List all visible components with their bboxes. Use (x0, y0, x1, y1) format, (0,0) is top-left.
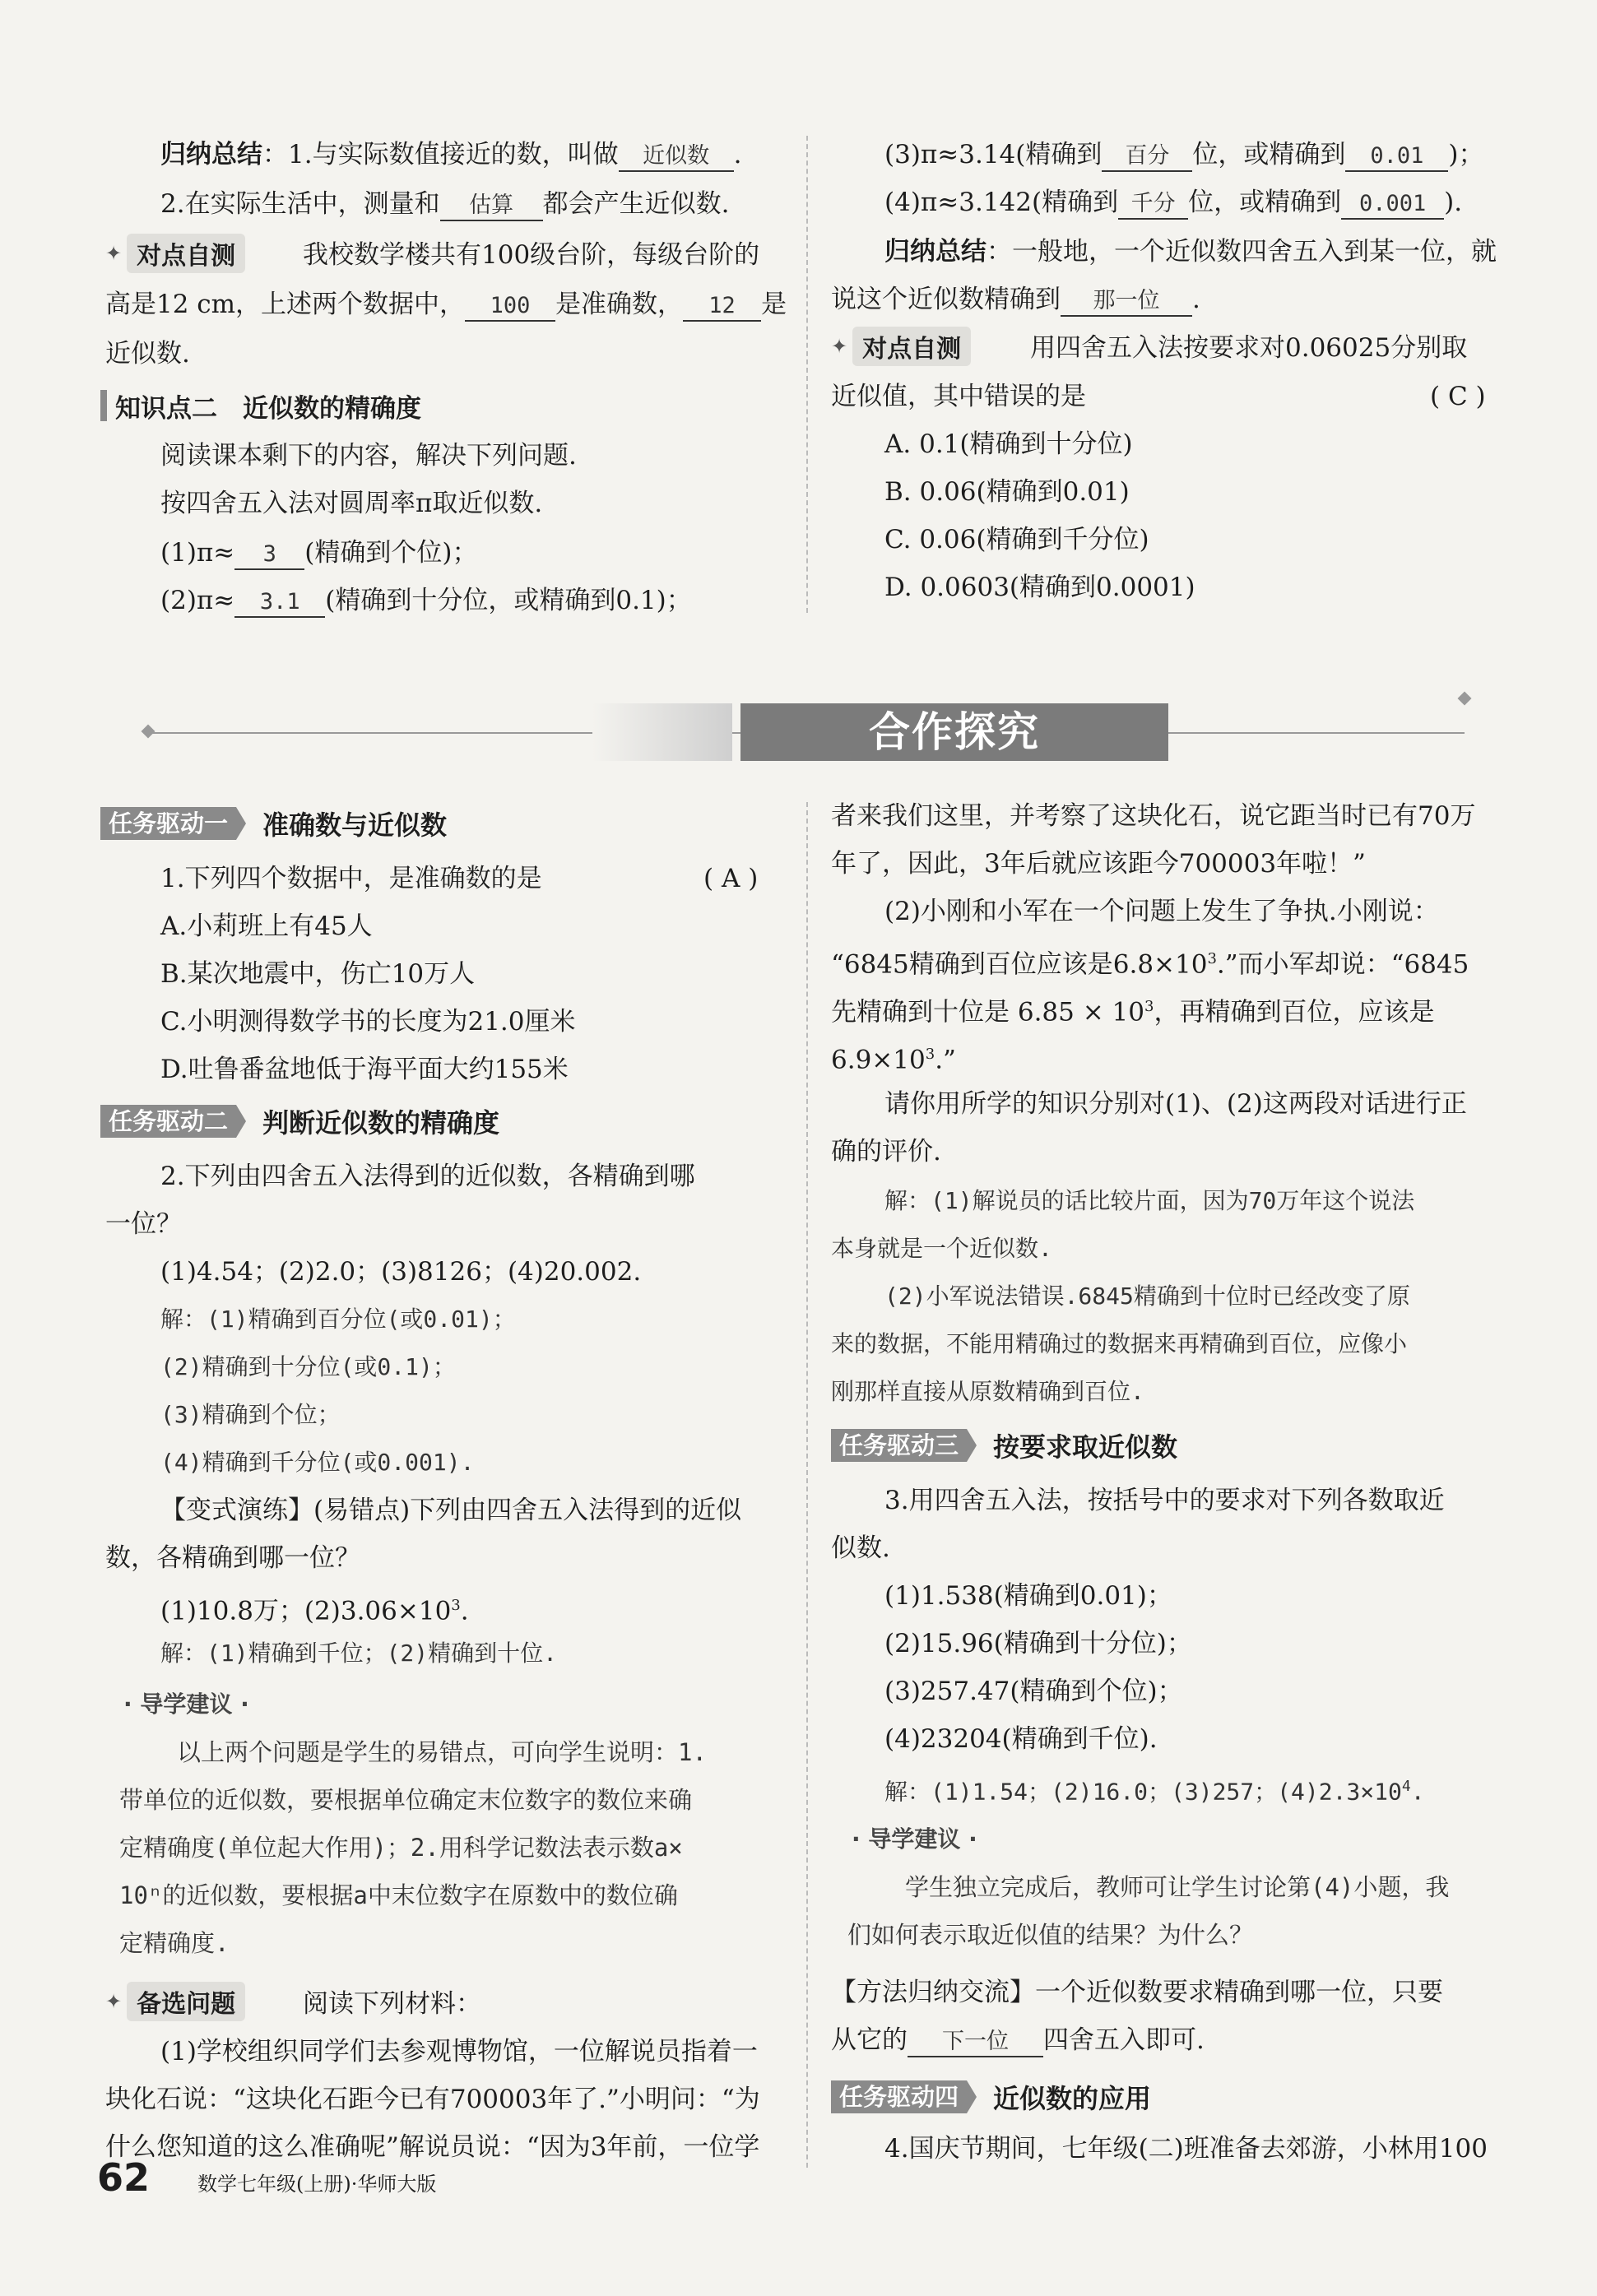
solution-line: 来的数据，不能用精确过的数据来再精确到百位，应像小 (831, 1330, 1408, 1357)
solution-line: (3)精确到个位； (160, 1401, 341, 1428)
column-divider (806, 802, 808, 2168)
self-test-line2: 近似值，其中错误的是 (831, 382, 1086, 411)
task-tag: 任务驱动一 (100, 807, 236, 840)
text: 先精确到十位是 6.85 × 10 (831, 997, 1145, 1027)
task1-header (100, 806, 447, 841)
punct: . (733, 140, 742, 169)
text: (1)π≈ (160, 538, 235, 568)
guide-text: 们如何表示取近似值的结果？为什么？ (847, 1921, 1254, 1949)
self-test-label: 对点自测 (127, 234, 245, 273)
text: . (1410, 1778, 1425, 1806)
summary-text: 都会产生近似数. (542, 189, 730, 219)
solution-line: 刚那样直接从原数精确到百位. (831, 1378, 1144, 1405)
page-number: 62 (97, 2155, 151, 2200)
material-line (831, 943, 1469, 981)
exponent: 3 (1144, 998, 1154, 1015)
summary-general-2 (831, 283, 1200, 317)
text: .” (935, 1045, 956, 1075)
text: ：一般地，一个近似数四舍五入到某一位，就 (987, 237, 1497, 267)
question-3-item: (4)23204(精确到千位). (884, 1724, 1158, 1754)
star-icon: ✦ (831, 335, 848, 358)
text: )； (1448, 140, 1484, 169)
guide-text: 带单位的近似数，要根据单位确定末位数字的数位来确 (119, 1786, 693, 1814)
summary-label: 归纳总结 (160, 140, 262, 169)
self-test-label: 对点自测 (852, 327, 971, 366)
answer-blank: 0.01 (1345, 142, 1448, 172)
text: 高是12 cm，上述两个数据中， (105, 290, 466, 319)
text: 位，或精确到 (1188, 188, 1342, 217)
guide-text: 定精确度. (119, 1929, 230, 1957)
task-tag: 任务驱动三 (831, 1429, 967, 1462)
text: “6845精确到百位应该是6.8×10 (831, 949, 1208, 980)
question-2-cont: 一位？ (105, 1209, 182, 1239)
question-3-item: (3)257.47(精确到个位)； (884, 1677, 1183, 1706)
task2-header (100, 1104, 499, 1139)
pi-4 (884, 186, 1462, 220)
answer-blank: 近似数 (619, 142, 734, 172)
pi-3 (884, 138, 1484, 172)
self-test-line2 (105, 288, 787, 322)
answer-blank: 12 (683, 292, 761, 322)
material-line: 年了，因此，3年后就应该距今700003年啦！” (831, 849, 1366, 879)
material-line: (1)学校组织同学们去参观博物馆，一位解说员指着一 (160, 2037, 758, 2066)
answer-blank: 那一位 (1061, 287, 1192, 317)
answer-choice: ( A ) (703, 864, 759, 893)
guide-text: 10ⁿ的近似数，要根据a中末位数字在原数中的数位确 (119, 1881, 678, 1909)
answer-blank: 3.1 (234, 588, 325, 618)
read-line: 阅读课本剩下的内容，解决下列问题. (160, 441, 577, 471)
question-3-item: (1)1.538(精确到0.01)； (884, 1581, 1172, 1611)
ask-line: 确的评价. (831, 1137, 941, 1167)
diamond-icon (142, 725, 156, 739)
book-title: 数学七年级(上册)·华师大版 (197, 2173, 437, 2196)
arrow-icon (967, 2080, 977, 2113)
method-summary-2 (831, 2024, 1205, 2057)
answer-blank: 3 (234, 540, 304, 570)
material-line (831, 1038, 956, 1076)
text: 6.9×10 (831, 1045, 926, 1075)
task3-header (831, 1428, 1177, 1463)
material-line: 什么您知道的这么准确呢”解说员说：“因为3年前，一位学 (105, 2132, 760, 2162)
variant-exercise: 【变式演练】(易错点)下列由四舍五入法得到的近似 (160, 1496, 742, 1525)
solution-line: (2)小军说法错误.6845精确到十位时已经改变了原 (884, 1283, 1410, 1310)
option-a: A.小莉班上有45人 (160, 911, 373, 941)
arrow-icon (236, 1105, 246, 1138)
answer-choice: ( C ) (1430, 382, 1486, 411)
variant-items (160, 1589, 469, 1627)
option-d: D. 0.0603(精确到0.0001) (884, 573, 1195, 602)
text: (精确到个位)； (304, 538, 478, 568)
material-line (831, 990, 1434, 1028)
text: ). (1444, 188, 1463, 217)
text: 位，或精确到 (1192, 140, 1346, 169)
banner-title: 合作探究 (740, 703, 1168, 761)
summary-label: 归纳总结 (884, 237, 987, 267)
text: .”而小军却说：“6845 (1216, 949, 1469, 980)
ask-line: 请你用所学的知识分别对(1)、(2)这两段对话进行正 (884, 1089, 1467, 1119)
solution-line: 解：(1)精确到百分位(或0.01)； (160, 1306, 516, 1333)
answer-blank: 100 (465, 292, 555, 322)
exponent: 3 (451, 1597, 461, 1614)
banner-shade (592, 703, 732, 761)
answer-blank: 下一位 (908, 2028, 1043, 2057)
exponent: 3 (925, 1046, 935, 1063)
text: (精确到十分位，或精确到0.1)； (325, 586, 692, 615)
self-test-line3: 近似数. (105, 339, 190, 369)
solution-line: (4)精确到千分位(或0.001). (160, 1449, 475, 1476)
solution-line: 解：(1)解说员的话比较片面，因为70万年这个说法 (884, 1187, 1415, 1214)
column-divider (806, 136, 808, 613)
arrow-icon (967, 1429, 977, 1462)
summary-1 (160, 138, 741, 172)
summary-general (884, 235, 1497, 268)
text: 是 (761, 290, 787, 319)
backup-pill (105, 1984, 245, 2019)
text: 说这个近似数精确到 (831, 285, 1061, 314)
question-3-cont: 似数. (831, 1533, 890, 1563)
pi-line: 按四舍五入法对圆周率π取近似数. (160, 489, 543, 518)
self-test-pill-2 (831, 329, 971, 364)
material-line: (2)小刚和小军在一个问题上发生了争执.小刚说： (884, 897, 1439, 926)
material-line: 者来我们这里，并考察了这块化石，说它距当时已有70万 (831, 801, 1476, 831)
task4-header (831, 2080, 1151, 2114)
option-c: C.小明测得数学书的长度为21.0厘米 (160, 1007, 576, 1037)
self-test-text: 我校数学楼共有100级台阶，每级台阶的 (303, 240, 760, 270)
question-3-item: (2)15.96(精确到十分位)； (884, 1629, 1192, 1658)
text: (1)10.8万；(2)3.06×10 (160, 1596, 452, 1626)
text: 从它的 (831, 2025, 908, 2055)
bar-icon (100, 390, 107, 421)
task-tag: 任务驱动四 (831, 2080, 967, 2113)
material-line: 块化石说：“这块化石距今已有700003年了.”小明问：“为 (105, 2085, 760, 2114)
question-2-items: (1)4.54；(2)2.0；(3)8126；(4)20.002. (160, 1257, 642, 1287)
answer-blank: 百分 (1102, 142, 1192, 172)
star-icon: ✦ (105, 1990, 123, 2013)
question-2: 2.下列由四舍五入法得到的近似数，各精确到哪 (160, 1162, 695, 1191)
guide-label: · 导学建议 · (852, 1825, 977, 1853)
summary-text: ：1.与实际数值接近的数，叫做 (262, 140, 619, 169)
self-test-text: 用四舍五入法按要求对0.06025分别取 (1030, 333, 1468, 363)
option-a: A. 0.1(精确到十分位) (884, 429, 1133, 459)
guide-text: 学生独立完成后，教师可让学生讨论第(4)小题，我 (905, 1873, 1450, 1901)
task-title: 按要求取近似数 (993, 1431, 1178, 1463)
exponent: 4 (1401, 1778, 1411, 1795)
knowledge-point-2 (100, 387, 421, 424)
question-1: 1.下列四个数据中，是准确数的是 (160, 864, 542, 893)
section-banner (148, 695, 1465, 769)
task-title: 准确数与近似数 (262, 809, 448, 841)
option-b: B. 0.06(精确到0.01) (884, 477, 1130, 507)
option-c: C. 0.06(精确到千分位) (884, 525, 1149, 554)
task-tag: 任务驱动二 (100, 1105, 236, 1138)
solution-line: 解：(1)精确到千位；(2)精确到十位. (160, 1640, 558, 1667)
diamond-icon (1458, 692, 1472, 706)
answer-blank: 千分 (1118, 190, 1188, 220)
answer-blank: 估算 (440, 192, 543, 221)
text: 是准确数， (555, 290, 684, 319)
text: . (1192, 285, 1200, 314)
task-title: 近似数的应用 (993, 2083, 1152, 2114)
summary-2 (160, 188, 729, 221)
self-test-pill (105, 236, 245, 271)
backup-label: 备选问题 (127, 1982, 245, 2021)
guide-label: · 导学建议 · (123, 1691, 249, 1718)
solution-line (884, 1770, 1425, 1808)
text: 解：(1)1.54；(2)16.0；(3)257；(4)2.3×10 (884, 1778, 1402, 1806)
kp-label: 知识点二 近似数的精确度 (115, 393, 421, 424)
exponent: 3 (1207, 950, 1217, 967)
text: 四舍五入即可. (1043, 2025, 1205, 2055)
pi-2 (160, 584, 692, 618)
question-4: 4.国庆节期间，七年级(二)班准备去郊游，小林用100 (884, 2134, 1488, 2164)
star-icon: ✦ (105, 242, 123, 265)
summary-text: 2.在实际生活中，测量和 (160, 189, 440, 219)
solution-line: 本身就是一个近似数. (831, 1235, 1052, 1262)
task-title: 判断近似数的精确度 (262, 1107, 500, 1139)
variant-exercise-cont: 数，各精确到哪一位？ (105, 1543, 360, 1573)
text: (3)π≈3.14(精确到 (884, 140, 1103, 169)
option-d: D.吐鲁番盆地低于海平面大约155米 (160, 1055, 569, 1084)
solution-line: (2)精确到十分位(或0.1)； (160, 1353, 456, 1380)
option-b: B.某次地震中，伤亡10万人 (160, 959, 476, 989)
guide-text: 定精确度(单位起大作用)；2.用科学记数法表示数a× (119, 1834, 683, 1862)
text: (4)π≈3.142(精确到 (884, 188, 1119, 217)
answer-blank: 0.001 (1341, 190, 1444, 220)
text: ，再精确到百位，应该是 (1154, 997, 1435, 1027)
text: . (460, 1596, 469, 1626)
method-summary: 【方法归纳交流】一个近似数要求精确到哪一位，只要 (831, 1978, 1443, 2007)
backup-text: 阅读下列材料： (303, 1989, 481, 2019)
guide-text: 以上两个问题是学生的易错点，可向学生说明：1. (177, 1738, 707, 1766)
pi-1 (160, 536, 477, 570)
question-3: 3.用四舍五入法，按括号中的要求对下列各数取近 (884, 1486, 1445, 1515)
arrow-icon (236, 807, 246, 840)
text: (2)π≈ (160, 586, 235, 615)
